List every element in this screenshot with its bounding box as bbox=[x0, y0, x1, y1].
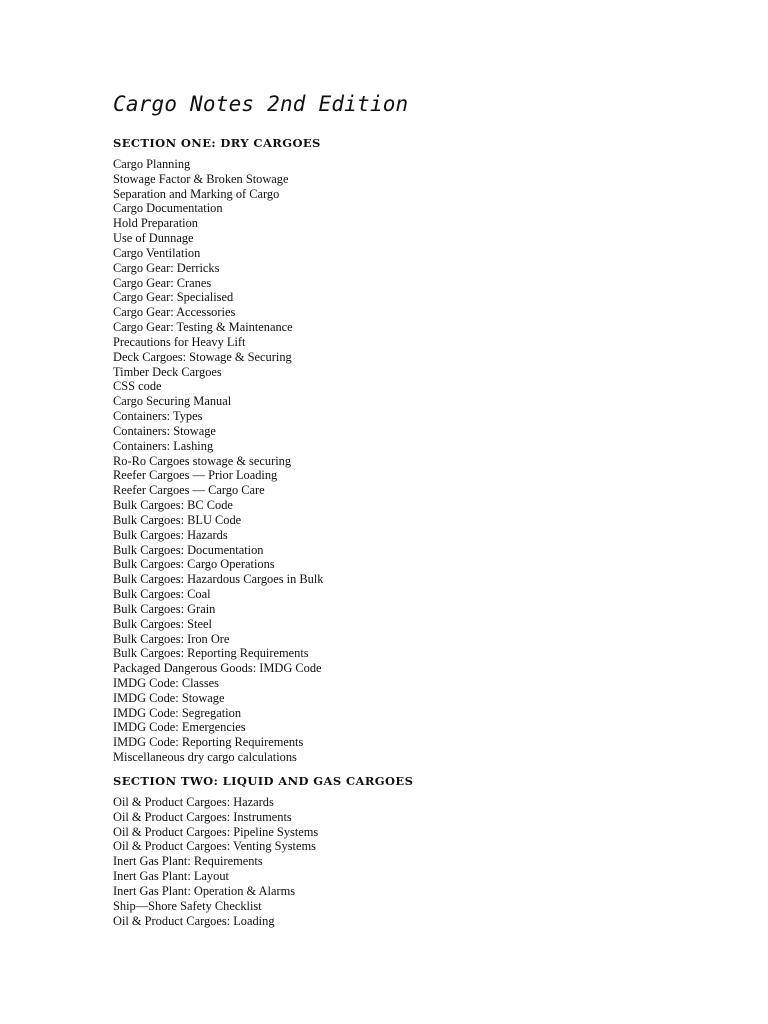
toc-item: Oil & Product Cargoes: Venting Systems bbox=[113, 839, 316, 854]
toc-item: Reefer Cargoes — Cargo Care bbox=[113, 483, 265, 498]
toc-item: Bulk Cargoes: BC Code bbox=[113, 498, 233, 513]
section-two-list bbox=[113, 795, 713, 928]
toc-item: IMDG Code: Stowage bbox=[113, 690, 225, 705]
toc-item: Oil & Product Cargoes: Hazards bbox=[113, 794, 274, 809]
toc-item: Bulk Cargoes: Reporting Requirements bbox=[113, 646, 309, 661]
toc-item: Cargo Gear: Accessories bbox=[113, 305, 236, 320]
toc-item: Packaged Dangerous Goods: IMDG Code bbox=[113, 661, 322, 676]
toc-item: Bulk Cargoes: Documentation bbox=[113, 542, 264, 557]
section-two bbox=[113, 774, 713, 928]
toc-item: Deck Cargoes: Stowage & Securing bbox=[113, 349, 292, 364]
toc-item: Precautions for Heavy Lift bbox=[113, 334, 246, 349]
toc-item: Bulk Cargoes: Coal bbox=[113, 587, 211, 602]
toc-item: Separation and Marking of Cargo bbox=[113, 186, 280, 201]
toc-item: Bulk Cargoes: BLU Code bbox=[113, 512, 242, 527]
toc-item: Bulk Cargoes: Hazards bbox=[113, 527, 228, 542]
toc-item: Use of Dunnage bbox=[113, 231, 194, 246]
toc-item: Bulk Cargoes: Hazardous Cargoes in Bulk bbox=[113, 572, 324, 587]
toc-item: Containers: Types bbox=[113, 409, 203, 424]
toc-item: Cargo Gear: Testing & Maintenance bbox=[113, 320, 293, 335]
toc-item: Miscellaneous dry cargo calculations bbox=[113, 750, 297, 765]
toc-item: Containers: Lashing bbox=[113, 438, 214, 453]
toc-item: Cargo Planning bbox=[113, 157, 191, 171]
toc-item: Bulk Cargoes: Iron Ore bbox=[113, 631, 230, 646]
section-heading: SECTION ONE: DRY CARGOES bbox=[113, 136, 321, 150]
toc-item: Oil & Product Cargoes: Loading bbox=[113, 913, 275, 928]
toc-item: Bulk Cargoes: Grain bbox=[113, 601, 216, 616]
toc-item: Stowage Factor & Broken Stowage bbox=[113, 171, 289, 186]
section-one-list bbox=[113, 157, 713, 765]
toc-item: CSS code bbox=[113, 379, 162, 394]
toc-item: IMDG Code: Segregation bbox=[113, 705, 242, 720]
document-page bbox=[113, 92, 713, 928]
section-heading: SECTION TWO: LIQUID AND GAS CARGOES bbox=[113, 773, 414, 788]
toc-item: Reefer Cargoes — Prior Loading bbox=[113, 468, 278, 483]
toc-item: Bulk Cargoes: Steel bbox=[113, 616, 212, 631]
toc-item: Ro-Ro Cargoes stowage & securing bbox=[113, 453, 292, 468]
toc-item: Inert Gas Plant: Requirements bbox=[113, 854, 263, 869]
document-title: Cargo Notes 2nd Edition bbox=[113, 92, 409, 116]
toc-item: Cargo Gear: Derricks bbox=[113, 260, 220, 275]
toc-item: Timber Deck Cargoes bbox=[113, 364, 222, 379]
toc-item: Inert Gas Plant: Layout bbox=[113, 869, 229, 884]
toc-item: IMDG Code: Classes bbox=[113, 675, 220, 690]
section-one bbox=[113, 136, 713, 765]
toc-item: Cargo Ventilation bbox=[113, 245, 201, 260]
toc-item: IMDG Code: Reporting Requirements bbox=[113, 735, 304, 750]
toc-item: Oil & Product Cargoes: Instruments bbox=[113, 809, 292, 824]
toc-item: Oil & Product Cargoes: Pipeline Systems bbox=[113, 824, 319, 839]
toc-item: Ship—Shore Safety Checklist bbox=[113, 898, 262, 913]
toc-item: Hold Preparation bbox=[113, 216, 198, 231]
toc-item: IMDG Code: Emergencies bbox=[113, 720, 246, 735]
toc-item: Bulk Cargoes: Cargo Operations bbox=[113, 557, 275, 572]
toc-item: Cargo Gear: Specialised bbox=[113, 290, 234, 305]
toc-item: Cargo Securing Manual bbox=[113, 394, 232, 409]
toc-item: Cargo Documentation bbox=[113, 201, 223, 216]
toc-item: Containers: Stowage bbox=[113, 423, 216, 438]
toc-item: Inert Gas Plant: Operation & Alarms bbox=[113, 883, 296, 898]
toc-item: Cargo Gear: Cranes bbox=[113, 275, 212, 290]
